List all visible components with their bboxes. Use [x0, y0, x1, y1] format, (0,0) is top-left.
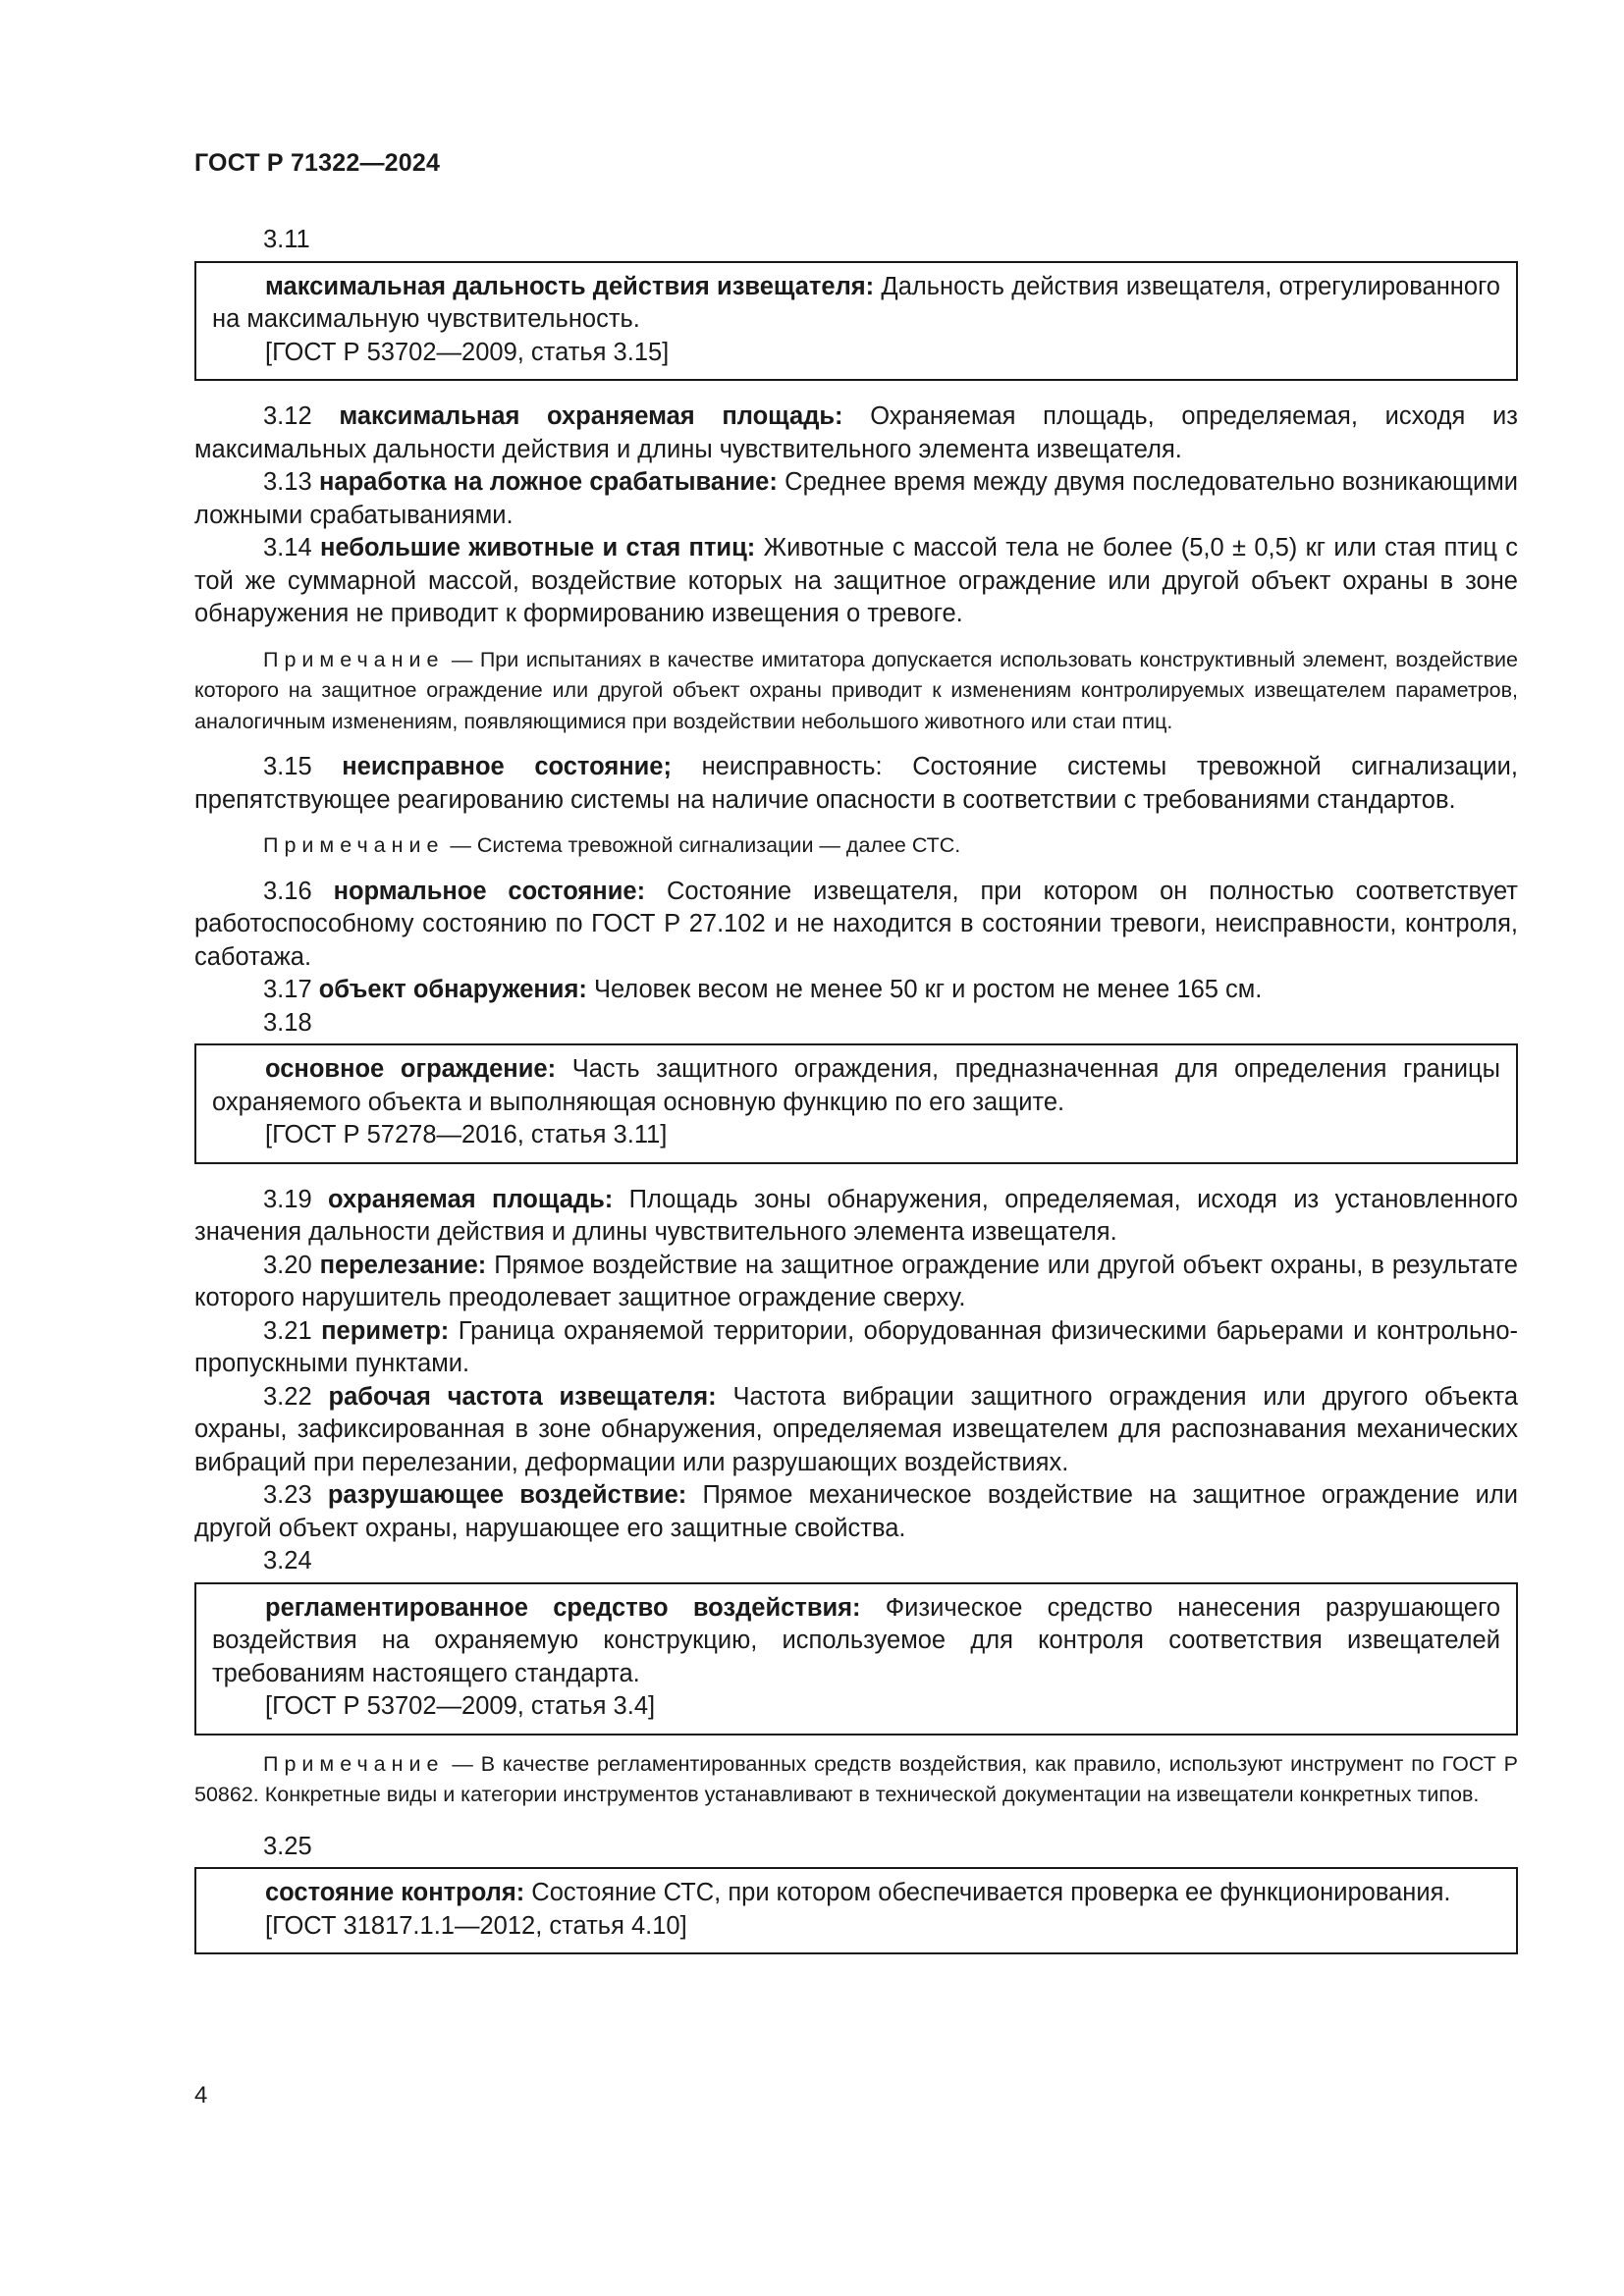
- term: основное ограждение:: [265, 1055, 557, 1083]
- definition-text: Физическое средство нанесения разрушающего воздействия на охраняемую конструкцию, используемое для контроля соответствия извещателей требованиям настоящего стандарта.: [212, 1593, 1500, 1687]
- quoted-definition-box: [194, 1867, 1518, 1954]
- definition-text: Состояние СТС, при котором обеспечивается проверка ее функционирования.: [524, 1879, 1451, 1906]
- note-label: Примечание: [263, 833, 445, 857]
- term: разрушающее воздействие:: [327, 1481, 687, 1509]
- source-reference: [ГОСТ 31817.1.1—2012, статья 4.10]: [265, 1911, 687, 1940]
- definition-paragraph: [212, 1877, 1500, 1910]
- definition-text: неисправность: Состояние системы тревожной сигнализации, препятствующее реагированию системы на наличие опасности в соответствии с требованиями стандартов.: [194, 753, 1518, 814]
- entry-number: 3.11: [263, 226, 310, 253]
- note-label: Примечание: [263, 647, 445, 671]
- note-text: — В качестве регламентированных средств воздействия, как правило, используют инструмент по ГОСТ Р 50862. Конкретные виды и категории инструментов устанавливают в технической документации на извещатели конкретных типов.: [194, 1751, 1518, 1806]
- term: объект обнаружения:: [318, 976, 587, 1003]
- note-paragraph: [194, 645, 1518, 738]
- term: наработка на ложное срабатывание:: [318, 468, 778, 496]
- definition-paragraph: 3.21 периметр: Граница охраняемой территории, оборудованная физическими барьерами и контрольно-пропускными пунктами.: [194, 1316, 1519, 1377]
- definition-text: Состояние извещателя, при котором он полностью соответствует работоспособному состоянию по ГОСТ Р 27.102 и не находится в состоянии тревоги, неисправности, контроля, саботажа.: [194, 877, 1518, 971]
- document-header: ГОСТ Р 71322—2024: [194, 149, 441, 177]
- definition-text: Частота вибрации защитного ограждения или другого объекта охраны, зафиксированная в зоне обнаружения, определяемая извещателем для распознавания механических вибраций при перелезании, деформации или разрушающих воздействиях.: [194, 1382, 1518, 1476]
- definition-text: Прямое воздействие на защитное ограждение или другой объект охраны, в результате которого нарушитель преодолевает защитное ограждение сверху.: [194, 1251, 1518, 1311]
- definition-text: Среднее время между двумя последовательно возникающими ложными срабатываниями.: [194, 468, 1518, 529]
- definition-paragraph: 3.15 неисправное состояние; неисправность: Состояние системы тревожной сигнализации, препятствующее реагированию системы на наличие опасности в соответствии с требованиями стандартов.: [194, 753, 1518, 814]
- page-number: 4: [194, 2082, 208, 2109]
- definition-text: Человек весом не менее 50 кг и ростом не менее 165 см.: [586, 976, 1263, 1003]
- term: регламентированное средство воздействия:: [265, 1593, 861, 1622]
- definition-paragraph: 3.17 объект обнаружения: Человек весом не менее 50 кг и ростом не менее 165 см.: [263, 976, 1263, 1003]
- definition-text: Прямое механическое воздействие на защитное ограждение или другой объект охраны, нарушающее его защитные свойства.: [194, 1481, 1518, 1542]
- entry-number: 3.24: [263, 1547, 312, 1575]
- quoted-definition-box: [194, 261, 1518, 382]
- note-paragraph: [194, 830, 1518, 862]
- note-paragraph: [194, 1749, 1518, 1811]
- definition-paragraph: [212, 271, 1500, 337]
- definition-text: Площадь зоны обнаружения, определяемая, исходя из установленного значения дальности действия и длины чувствительного элемента извещателя.: [194, 1185, 1518, 1246]
- term: максимальная дальность действия извещателя:: [265, 272, 875, 300]
- page-content: [194, 224, 1518, 1954]
- source-reference: [ГОСТ Р 57278—2016, статья 3.11]: [265, 1121, 668, 1148]
- term: рабочая частота извещателя:: [328, 1382, 717, 1411]
- term: небольшие животные и стая птиц:: [319, 534, 756, 561]
- term: перелезание:: [319, 1251, 487, 1279]
- source-reference: [ГОСТ Р 53702—2009, статья 3.15]: [265, 338, 670, 366]
- note-text: — Система тревожной сигнализации — далее СТС.: [444, 833, 961, 857]
- definition-paragraph: 3.13 наработка на ложное срабатывание: Среднее время между двумя последовательно возникающими ложными срабатываниями.: [194, 468, 1518, 529]
- definition-paragraph: 3.19 охраняемая площадь: Площадь зоны обнаружения, определяемая, исходя из установленного значения дальности действия и длины чувствительного элемента извещателя.: [194, 1185, 1518, 1246]
- entry-number: 3.18: [263, 1008, 312, 1037]
- note-text: — При испытаниях в качестве имитатора допускается использовать конструктивный элемент, воздействие которого на защитное ограждение или другой объект охраны приводит к изменениям контролируемых извещателем параметров, аналогичным изменениям, появляющимися при воздействии небольшого животного или стаи птиц.: [194, 647, 1518, 733]
- definition-paragraph: 3.22 рабочая частота извещателя: Частота вибрации защитного ограждения или другого объекта охраны, зафиксированная в зоне обнаружения, определяемая извещателем для распознавания механических вибраций при перелезании, деформации или разрушающих воздействиях.: [194, 1382, 1518, 1476]
- definition-text: Дальность действия извещателя, отрегулированного на максимальную чувствительность.: [212, 272, 1500, 333]
- definition-paragraph: 3.20 перелезание: Прямое воздействие на защитное ограждение или другой объект охраны, в результате которого нарушитель преодолевает защитное ограждение сверху.: [194, 1251, 1518, 1311]
- source-reference: [ГОСТ Р 53702—2009, статья 3.4]: [265, 1692, 656, 1720]
- definition-text: Граница охраняемой территории, оборудованная физическими барьерами и контрольно-пропускными пунктами.: [194, 1316, 1519, 1377]
- term: охраняемая площадь:: [328, 1185, 614, 1213]
- term: неисправное состояние;: [342, 753, 672, 780]
- term: состояние контроля:: [265, 1879, 525, 1906]
- definition-paragraph: 3.16 нормальное состояние: Состояние извещателя, при котором он полностью соответствует работоспособному состоянию по ГОСТ Р 27.102 и не находится в состоянии тревоги, неисправности, контроля, саботажа.: [194, 877, 1518, 971]
- term: нормальное состояние:: [333, 877, 646, 905]
- quoted-definition-box: [194, 1582, 1518, 1735]
- definition-text: Часть защитного ограждения, предназначенная для определения границы охраняемого объекта и выполняющая основную функцию по его защите.: [212, 1055, 1500, 1116]
- definition-text: Охраняемая площадь, определяемая, исходя из максимальных дальности действия и длины чувствительного элемента извещателя.: [194, 402, 1518, 463]
- definition-paragraph: 3.14 небольшие животные и стая птиц: Животные с массой тела не более (5,0 ± 0,5) кг или стая птиц с той же суммарной массой, воздействие которых на защитное ограждение или другой объект охраны в зоне обнаружения не приводит к формированию извещения о тревоге.: [194, 534, 1519, 627]
- definition-paragraph: [212, 1053, 1500, 1119]
- definition-paragraph: 3.23 разрушающее воздействие: Прямое механическое воздействие на защитное ограждение или другой объект охраны, нарушающее его защитные свойства.: [194, 1481, 1518, 1542]
- term: максимальная охраняемая площадь:: [339, 402, 843, 430]
- entry-number: 3.25: [263, 1832, 312, 1860]
- definition-paragraph: [212, 1592, 1500, 1691]
- quoted-definition-box: [194, 1043, 1518, 1164]
- definition-text: Животные с массой тела не более (5,0 ± 0,5) кг или стая птиц с той же суммарной массой, воздействие которых на защитное ограждение или другой объект охраны в зоне обнаружения не приводит к формированию извещения о тревоге.: [194, 534, 1519, 627]
- note-label: Примечание: [263, 1751, 445, 1776]
- term: периметр:: [321, 1316, 450, 1345]
- definition-paragraph: 3.12 максимальная охраняемая площадь: Охраняемая площадь, определяемая, исходя из максимальных дальности действия и длины чувствительного элемента извещателя.: [194, 402, 1518, 463]
